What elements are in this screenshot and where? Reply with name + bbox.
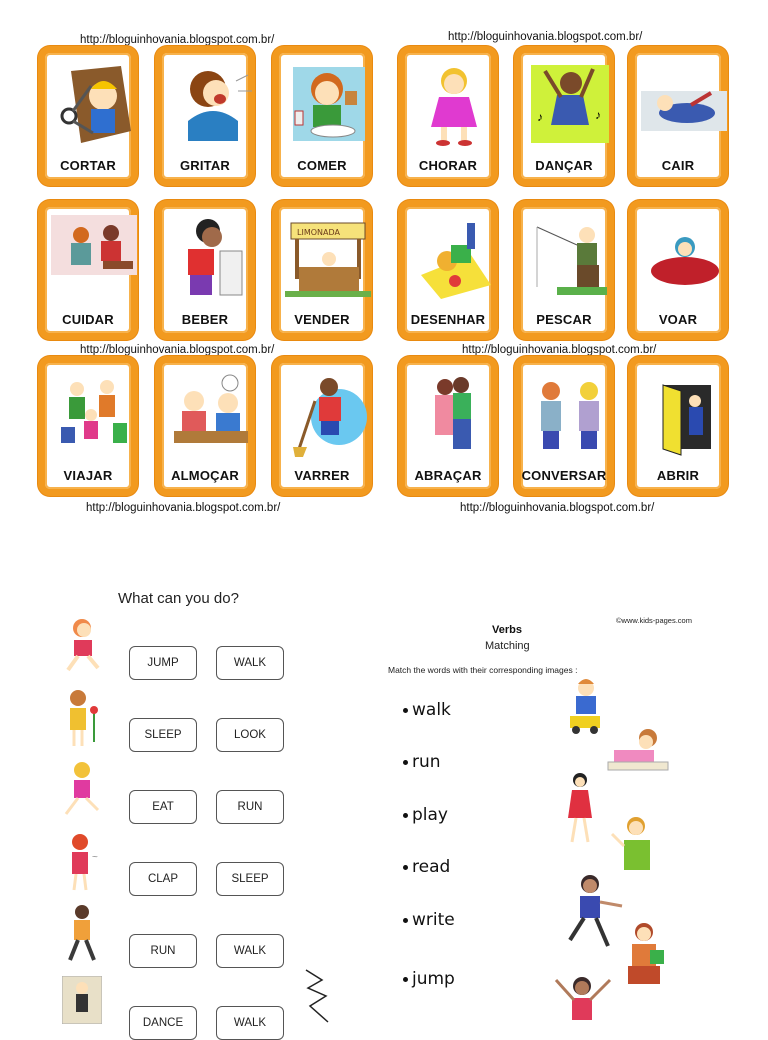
verb-item	[403, 857, 450, 877]
star-doodle-icon	[300, 966, 334, 1024]
card-label: CHORAR	[418, 158, 478, 173]
card-label: ABRIR	[656, 468, 700, 483]
blog-url: http://bloguinhovania.blogspot.com.br/	[80, 34, 275, 46]
flashcard	[155, 46, 255, 186]
option-button[interactable]: WALK	[216, 934, 284, 968]
verb-word: write	[412, 910, 455, 930]
verbs-subtitle: Matching	[485, 640, 530, 652]
card-label: BEBER	[181, 312, 229, 327]
card-label: VOAR	[658, 312, 698, 327]
card-label: DESENHAR	[410, 312, 486, 327]
option-button[interactable]: SLEEP	[129, 718, 197, 752]
dancing-boy-icon	[62, 976, 102, 1024]
verb-item	[403, 805, 448, 825]
blog-url: http://bloguinhovania.blogspot.com.br/	[462, 344, 657, 356]
door-icon	[641, 371, 727, 457]
option-button[interactable]: WALK	[216, 1006, 284, 1040]
flashcard	[155, 356, 255, 496]
blog-url: http://bloguinhovania.blogspot.com.br/	[80, 344, 275, 356]
walking-boy-icon	[58, 902, 104, 964]
card-label: ABRAÇAR	[414, 468, 482, 483]
verb-word: play	[412, 805, 448, 825]
flashcard	[628, 200, 728, 340]
sweeping-woman-icon	[285, 371, 371, 457]
card-label: VARRER	[294, 468, 350, 483]
card-label: CORTAR	[60, 158, 116, 173]
travel-family-icon	[51, 371, 137, 457]
flashcard	[514, 200, 614, 340]
verb-item	[403, 700, 451, 720]
flashcard	[272, 200, 372, 340]
fishing-man-icon	[527, 215, 613, 301]
flashcard	[155, 200, 255, 340]
option-button[interactable]: LOOK	[216, 718, 284, 752]
option-button[interactable]: WALK	[216, 646, 284, 680]
falling-man-icon	[641, 61, 727, 147]
option-button[interactable]: DANCE	[129, 1006, 197, 1040]
blog-url: http://bloguinhovania.blogspot.com.br/	[86, 502, 281, 514]
hugging-icon	[411, 371, 497, 457]
shouting-girl-icon	[168, 61, 254, 147]
bullet-icon	[403, 977, 408, 982]
verb-item	[403, 752, 441, 772]
drinking-girl-icon	[168, 215, 254, 301]
option-button[interactable]: JUMP	[129, 646, 197, 680]
svg-text:~: ~	[92, 852, 98, 863]
flashcard	[272, 356, 372, 496]
flying-icon	[641, 215, 727, 301]
bullet-icon	[403, 760, 408, 765]
bullet-icon	[403, 865, 408, 870]
flashcard	[398, 200, 498, 340]
jumping-girl-icon	[58, 614, 104, 676]
flashcard	[272, 46, 372, 186]
flashcard	[514, 356, 614, 496]
card-label: COMER	[297, 158, 347, 173]
card-label: DANÇAR	[535, 158, 593, 173]
girl-writing-icon	[604, 724, 670, 776]
talking-icon	[527, 371, 613, 457]
svg-text:♪: ♪	[537, 110, 543, 124]
scissors-boy-icon	[51, 61, 137, 147]
option-button[interactable]: SLEEP	[216, 862, 284, 896]
option-button[interactable]: CLAP	[129, 862, 197, 896]
card-label: VIAJAR	[63, 468, 113, 483]
option-button[interactable]: RUN	[129, 934, 197, 968]
flashcard	[398, 356, 498, 496]
crying-girl-icon	[411, 61, 497, 147]
bullet-icon	[403, 708, 408, 713]
verb-word: jump	[412, 969, 455, 989]
blog-url: http://bloguinhovania.blogspot.com.br/	[448, 31, 643, 43]
eating-boy-icon	[285, 61, 371, 147]
option-button[interactable]: RUN	[216, 790, 284, 824]
flashcard	[398, 46, 498, 186]
verb-word: walk	[412, 700, 451, 720]
woman-sitting-icon	[618, 920, 668, 990]
lunch-icon	[168, 371, 254, 457]
option-button[interactable]: EAT	[129, 790, 197, 824]
flashcard	[38, 200, 138, 340]
verb-word: run	[412, 752, 441, 772]
boy-running-icon	[556, 872, 626, 954]
verb-item	[403, 969, 455, 989]
card-label: ALMOÇAR	[171, 468, 239, 483]
flashcard	[38, 356, 138, 496]
dancing-woman-icon	[527, 61, 613, 147]
card-label: CUIDAR	[62, 312, 114, 327]
caring-icon	[51, 215, 137, 301]
sign-text: LIMONADA	[297, 228, 340, 237]
bullet-icon	[403, 813, 408, 818]
drawing-kid-icon	[411, 215, 497, 301]
worksheet-title: What can you do?	[118, 590, 239, 607]
girl-walking-icon	[562, 770, 598, 850]
card-label: PESCAR	[536, 312, 592, 327]
flashcard	[628, 356, 728, 496]
verbs-title: Verbs	[492, 624, 522, 636]
card-label: CONVERSAR	[521, 468, 607, 483]
card-label: CAIR	[661, 158, 695, 173]
running-girl-icon	[58, 758, 104, 820]
svg-text:♪: ♪	[595, 108, 601, 122]
smelling-flower-girl-icon	[58, 686, 104, 748]
bullet-icon	[403, 918, 408, 923]
card-label: VENDER	[294, 312, 350, 327]
girl-jumping-icon	[550, 972, 616, 1024]
blog-url: http://bloguinhovania.blogspot.com.br/	[460, 502, 655, 514]
lemonade-stand-icon	[285, 215, 371, 301]
card-label: GRITAR	[179, 158, 231, 173]
flashcard	[514, 46, 614, 186]
verb-word: read	[412, 857, 451, 877]
copyright-text: ©www.kids-pages.com	[616, 616, 692, 625]
flashcard	[628, 46, 728, 186]
flashcard	[38, 46, 138, 186]
verbs-instruction: Match the words with their corresponding images :	[388, 665, 578, 675]
clapping-girl-icon	[58, 830, 104, 892]
verb-item	[403, 910, 455, 930]
